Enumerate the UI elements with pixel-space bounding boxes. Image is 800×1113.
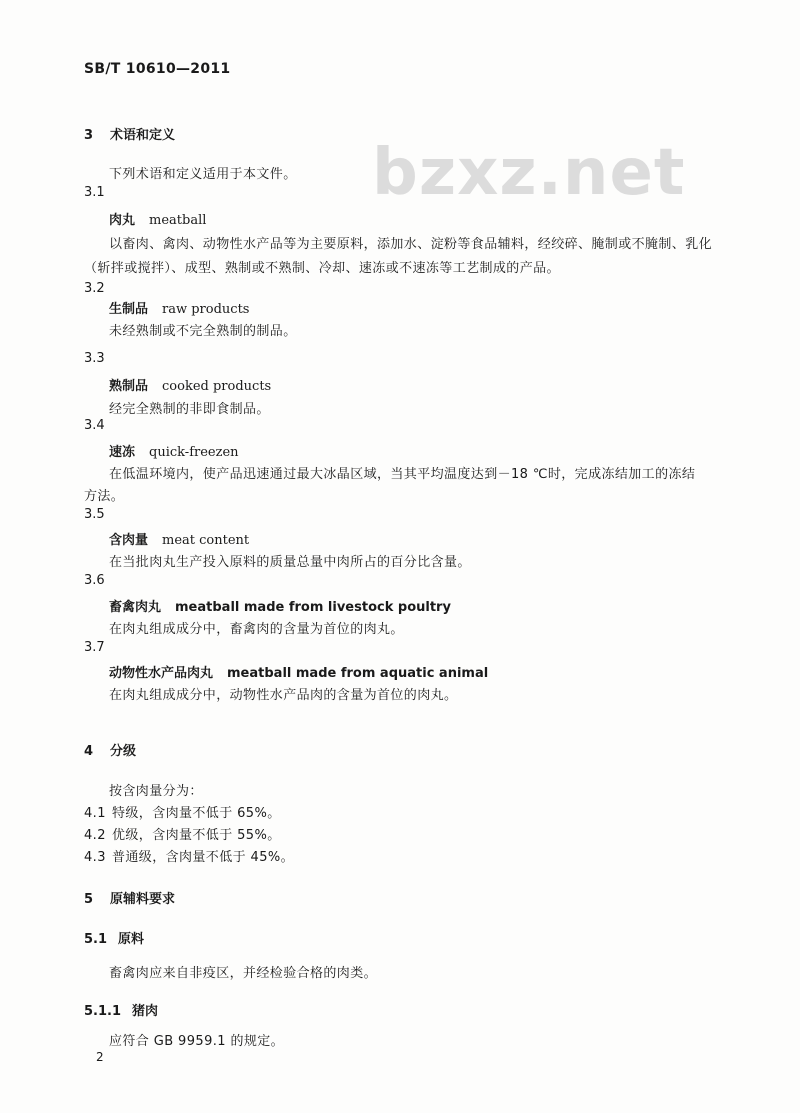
term-zh: 速冻: [109, 445, 136, 460]
subsubsection-number: 5.1.1: [84, 1004, 122, 1019]
section-title: 分级: [110, 744, 137, 759]
term-number: 3.3: [84, 351, 105, 366]
term-number: 3.2: [84, 281, 105, 296]
term-definition-line: 在肉丸组成成分中，畜禽肉的含量为首位的肉丸。: [109, 622, 404, 637]
term-zh: 畜禽肉丸: [109, 600, 162, 615]
page-number: 2: [96, 1050, 104, 1064]
term-heading: [109, 441, 239, 460]
section-4-heading: [84, 740, 136, 759]
term-en: quick-freezen: [149, 445, 239, 460]
section-title: 原辅料要求: [110, 892, 176, 907]
term-en: raw products: [162, 302, 250, 317]
subsubsection-title: 猪肉: [132, 1004, 159, 1019]
term-definition-line: 在低温环境内，使产品迅速通过最大冰晶区域，当其平均温度达到－18 ℃时，完成冻结加工的冻结: [109, 467, 696, 482]
term-heading: [109, 375, 271, 394]
term-zh: 含肉量: [109, 533, 149, 548]
item-number: 4.2: [84, 828, 106, 843]
item-text: 普通级，含肉量不低于 45%。: [112, 850, 295, 865]
section-intro: 按含肉量分为：: [109, 784, 203, 799]
term-heading: [109, 209, 206, 228]
term-definition-line: （斩拌或搅拌）、成型、熟制或不熟制、冷却、速冻或不速冻等工艺制成的产品。: [84, 261, 560, 276]
term-en: cooked products: [162, 379, 272, 394]
standard-number: SB/T 10610—2011: [84, 61, 231, 77]
term-heading: [109, 662, 488, 681]
term-en: meatball made from aquatic animal: [227, 666, 489, 681]
term-zh: 动物性水产品肉丸: [109, 666, 214, 681]
item-number: 4.1: [84, 806, 106, 821]
term-definition-line: 以畜肉、禽肉、动物性水产品等为主要原料，添加水、淀粉等食品辅料，经绞碎、腌制或不腌制、乳化: [109, 237, 713, 252]
term-en: meatball made from livestock poultry: [175, 600, 451, 615]
term-en: meat content: [162, 533, 250, 548]
section-intro: 下列术语和定义适用于本文件。: [109, 167, 297, 182]
term-number: 3.1: [84, 185, 105, 200]
section-5-heading: [84, 888, 175, 907]
term-heading: [109, 298, 249, 317]
section-title: 术语和定义: [110, 128, 176, 143]
term-definition-line: 在肉丸组成成分中，动物性水产品肉的含量为首位的肉丸。: [109, 688, 458, 703]
subsection-number: 5.1: [84, 932, 108, 947]
watermark: bzxz.net: [372, 136, 686, 210]
term-number: 3.6: [84, 573, 105, 588]
term-definition-line: 经完全熟制的非即食制品。: [109, 402, 270, 417]
term-heading: [109, 596, 451, 615]
term-zh: 熟制品: [109, 379, 149, 394]
list-item: [84, 824, 281, 843]
paragraph: 畜禽肉应来自非疫区，并经检验合格的肉类。: [109, 966, 378, 981]
term-definition-line: 未经熟制或不完全熟制的制品。: [109, 324, 297, 339]
term-number: 3.5: [84, 507, 105, 522]
item-text: 特级，含肉量不低于 65%。: [112, 806, 281, 821]
term-number: 3.4: [84, 418, 105, 433]
term-number: 3.7: [84, 640, 105, 655]
section-3-heading: [84, 124, 175, 143]
section-number: 3: [84, 128, 94, 143]
item-number: 4.3: [84, 850, 106, 865]
term-zh: 生制品: [109, 302, 149, 317]
subsection-heading: [84, 928, 144, 947]
term-en: meatball: [149, 213, 207, 228]
subsection-title: 原料: [118, 932, 145, 947]
list-item: [84, 846, 294, 865]
section-number: 5: [84, 892, 94, 907]
section-number: 4: [84, 744, 94, 759]
term-zh: 肉丸: [109, 213, 136, 228]
term-heading: [109, 529, 249, 548]
term-definition-line: 方法。: [84, 489, 125, 504]
term-definition-line: 在当批肉丸生产投入原料的质量总量中肉所占的百分比含量。: [109, 555, 471, 570]
subsubsection-heading: [84, 1000, 158, 1019]
list-item: [84, 802, 281, 821]
item-text: 优级，含肉量不低于 55%。: [112, 828, 281, 843]
paragraph: 应符合 GB 9959.1 的规定。: [109, 1034, 285, 1049]
